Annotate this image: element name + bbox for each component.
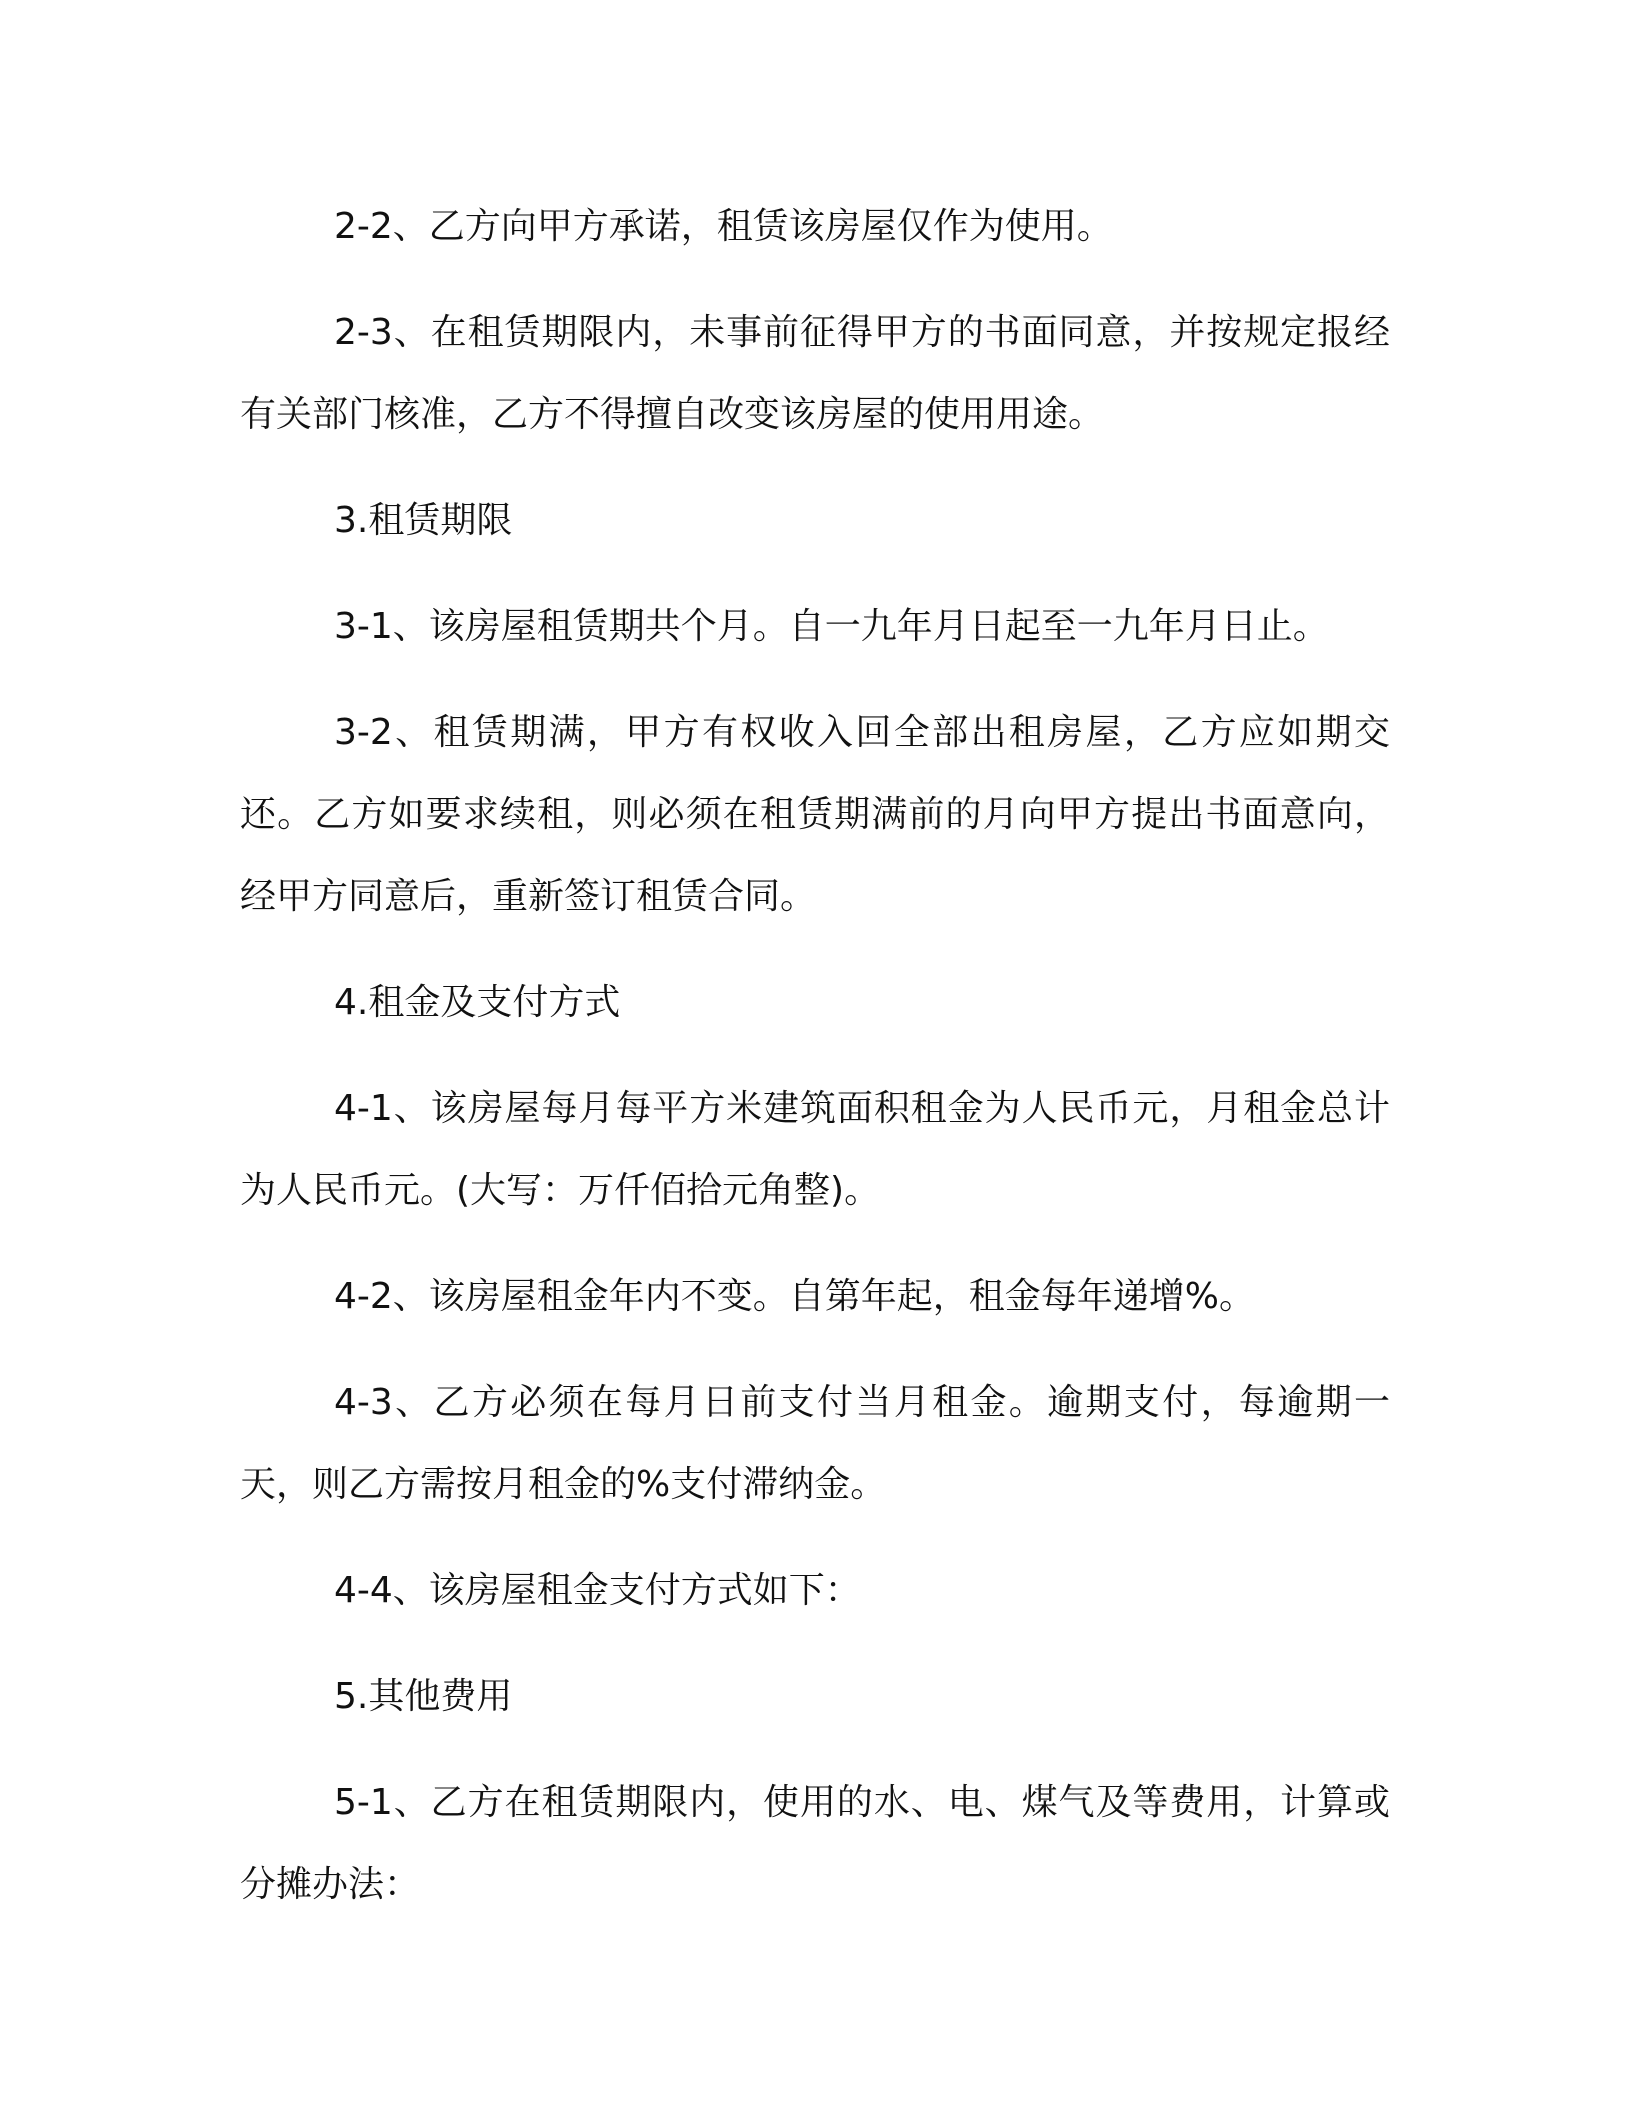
clause-2-2: 2-2、乙方向甲方承诺，租赁该房屋仅作为使用。 (334, 206, 1113, 247)
clause-5-1: 5-1、乙方在租赁期限内，使用的水、电、煤气及等费用，计算或分摊办法： (240, 1782, 1390, 1905)
clause-3-1: 3-1、该房屋租赁期共个月。自一九年月日起至一九年月日止。 (334, 606, 1329, 647)
clause-2-3: 2-3、在租赁期限内，未事前征得甲方的书面同意，并按规定报经有关部门核准，乙方不得擅自改变该房屋的使用用途。 (240, 312, 1390, 435)
clause-4-3: 4-3、乙方必须在每月日前支付当月租金。逾期支付，每逾期一天，则乙方需按月租金的%支付滞纳金。 (240, 1382, 1390, 1505)
section-heading-4: 4.租金及支付方式 (334, 982, 621, 1023)
clause-3-2: 3-2、租赁期满，甲方有权收入回全部出租房屋，乙方应如期交还。乙方如要求续租，则必须在租赁期满前的月向甲方提出书面意向，经甲方同意后，重新签订租赁合同。 (240, 712, 1390, 917)
document-body (240, 186, 1390, 1950)
section-heading-3: 3.租赁期限 (334, 500, 513, 541)
clause-4-1: 4-1、该房屋每月每平方米建筑面积租金为人民币元，月租金总计为人民币元。(大写：万仟佰拾元角整)。 (240, 1088, 1390, 1211)
section-heading-5: 5.其他费用 (334, 1676, 513, 1717)
clause-4-4: 4-4、该房屋租金支付方式如下： (334, 1570, 861, 1611)
clause-4-2: 4-2、该房屋租金年内不变。自第年起，租金每年递增%。 (334, 1276, 1256, 1317)
